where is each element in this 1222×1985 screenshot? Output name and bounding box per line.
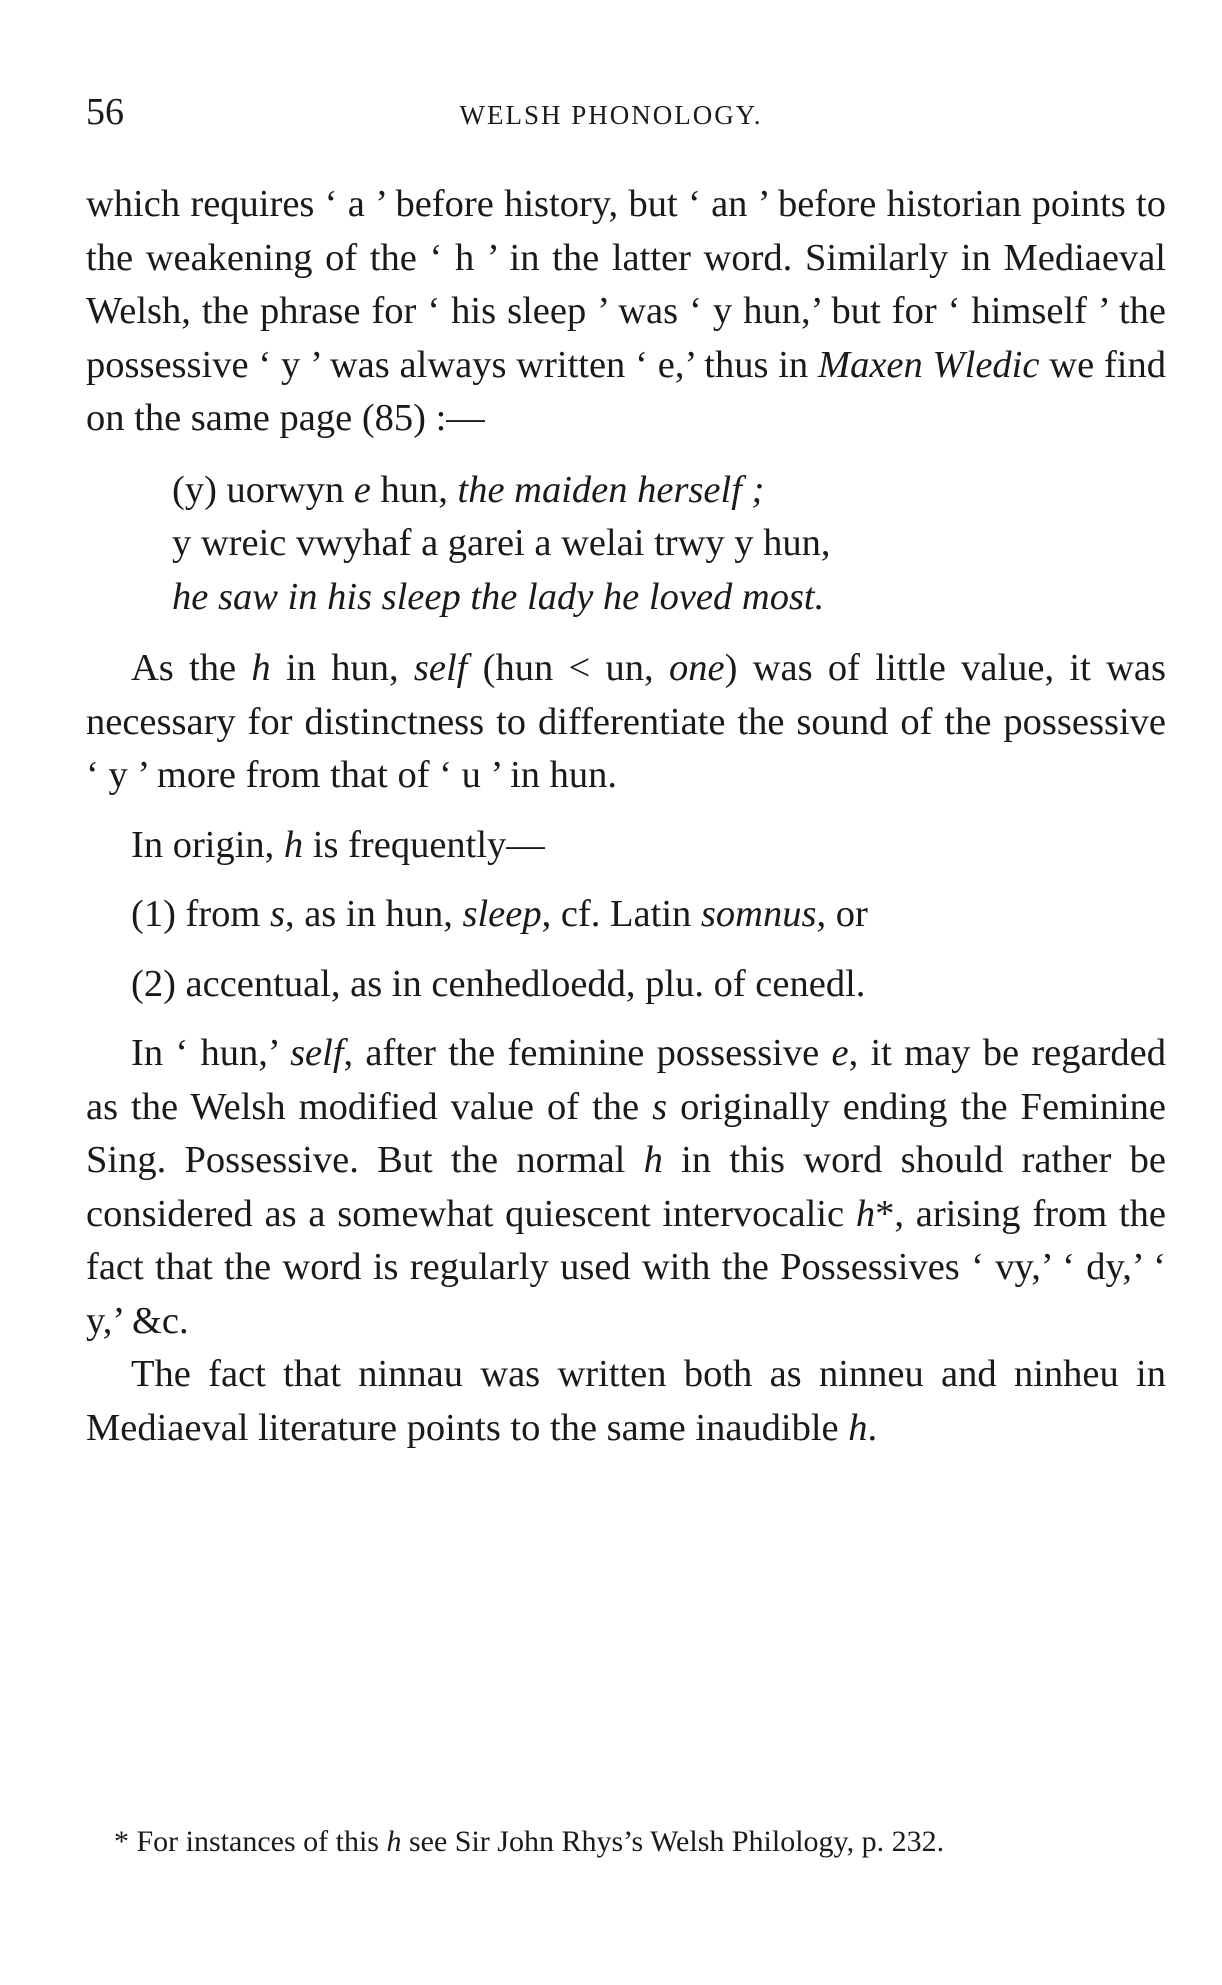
text: , after the feminine possessive [343,1032,832,1074]
quote-line-3 [172,571,1166,625]
italic-text: s [652,1085,668,1128]
text: in hun, [270,647,414,689]
text: , cf. Latin [541,893,701,935]
text: we find on the same page (85) :— [86,343,1166,439]
text: originally ending the Feminine Sing. Possessive. But the normal [86,1085,1166,1181]
italic-text: the maiden herself ; [457,468,765,511]
italic-text: he saw in his sleep the lady he loved most. [172,575,825,618]
paragraph-1 [86,178,1166,446]
paragraph-5 [86,1348,1166,1455]
italic-text: h [855,1192,876,1235]
text: , or [816,893,868,935]
italic-text: Maxen Wledic [818,343,1040,386]
italic-text: self [413,647,468,689]
quote-line-1 [172,464,1166,518]
list-item-2 [131,958,1166,1012]
italic-text: h [251,647,271,689]
italic-text: s [269,893,285,935]
text: (hun < un, [467,647,669,689]
text: (2) accentual, as in cenhedloedd, plu. of cenedl. [131,962,866,1005]
text: , as in hun, [284,893,463,935]
paragraph-2 [86,642,1166,803]
italic-text: e [831,1032,849,1074]
text: is frequently— [303,823,545,866]
text: (1) from [131,893,270,935]
page-number: 56 [86,91,124,133]
text: In ‘ hun,’ [131,1032,291,1074]
running-title: WELSH PHONOLOGY. [459,100,763,130]
text: In origin, [131,823,284,866]
paragraph-3 [86,819,1166,873]
text: *, arising from the fact that the word is regularly used with the Possessives ‘ vy,’ ‘ dy,’ ‘ y,’ &c. [86,1192,1166,1342]
text: ) was of little value, it was necessary for distinctness to differentiate the sound of the possessive ‘ y ’ more from that of ‘ u ’ in hun. [86,647,1166,796]
text: in this word should rather be considered as a somewhat quiescent intervocalic [86,1139,1166,1235]
text: * For instances of this [114,1825,387,1858]
book-page [86,90,1166,1455]
italic-text: sleep [462,893,542,935]
running-head [86,90,1166,138]
italic-text: somnus [700,893,817,935]
text: . [867,1406,878,1449]
italic-text: h [848,1406,868,1449]
text: , it may be regarded as the Welsh modified value of the [86,1032,1166,1128]
italic-text: h [386,1825,402,1858]
footnote [86,1820,1166,1864]
italic-text: e [353,468,371,511]
quote-line-2: y wreic vwyhaf a garei a welai trwy y hun, [172,522,831,564]
italic-text: h [283,823,304,866]
italic-text: one [668,647,725,689]
paragraph-4 [86,1027,1166,1348]
list-item-1 [131,888,1166,942]
text: hun, [370,468,458,511]
italic-text: h [643,1139,663,1181]
text: see Sir John Rhys’s Welsh Philology, p. 232. [401,1825,945,1858]
text: The fact that ninnau was written both as ninneu and ninheu in Mediaeval literature points to the same inaudible [86,1353,1166,1449]
text: (y) uorwyn [172,468,354,511]
block-quote [172,464,1166,625]
text: which requires ‘ a ’ before history, but ‘ an ’ before historian points to the weakening of the ‘ h ’ in the latter word. Similarly in Mediaeval Welsh, the phrase for ‘ his sleep ’ was ‘ y hun,’ but for ‘ himself ’ the possessive ‘ y ’ was always written ‘ e,’ thus in [86,183,1166,386]
italic-text: self [290,1032,344,1074]
text: As the [131,647,252,689]
